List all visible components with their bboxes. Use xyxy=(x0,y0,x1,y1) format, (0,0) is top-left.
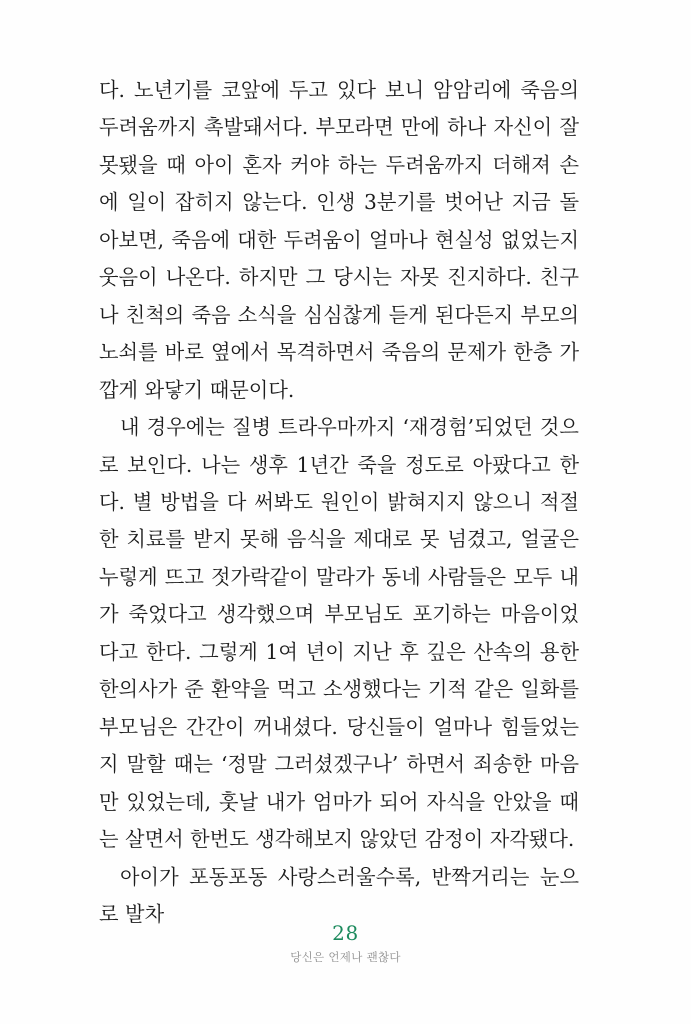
paragraph-last-partial: 아이가 포동포동 사랑스러울수록, 반짝거리는 눈으로 발차 xyxy=(99,864,579,926)
paragraph-illness-trauma: 내 경우에는 질병 트라우마까지 ‘재경험’되었던 것으로 보인다. 나는 생후 1년간 죽을 정도로 아팠다고 한다. 별 방법을 다 써봐도 원인이 밝혀지지 않으니 적절한 치료를 받지 못해 음식을 제대로 못 넘겼고, 얼굴은 누렇게 뜨고 젓가락같이 말라가 동네 사람들은 모두 내가 죽었다고 생각했으며 부모님도 포기하는 마음이었다고 한다. 그렇게 1여 년이 지난 후 깊은 산속의 용한 한의사가 준 환약을 먹고 소생했다는 기적 같은 일화를 부모님은 간간이 꺼내셨다. 당신들이 얼마나 힘들었는지 말할 때는 ‘정말 그러셨겠구나’ 하면서 죄송한 마음만 있었는데, 훗날 내가 엄마가 되어 자식을 안았을 때는 살면서 한번도 생각해보지 않았던 감정이 자각됐다. xyxy=(99,415,579,852)
page-number: 28 xyxy=(332,921,359,945)
body-text-column xyxy=(99,72,579,933)
running-book-title: 당신은 언제나 괜찮다 xyxy=(290,950,401,964)
page-footer xyxy=(0,920,691,966)
paragraph-continued: 다. 노년기를 코앞에 두고 있다 보니 암암리에 죽음의 두려움까지 촉발돼서다. 부모라면 만에 하나 자신이 잘못됐을 때 아이 혼자 커야 하는 두려움까지 더해져 손에 일이 잡히지 않는다. 인생 3분기를 벗어난 지금 돌아보면, 죽음에 대한 두려움이 얼마나 현실성 없었는지 웃음이 나온다. 하지만 그 당시는 자못 진지하다. 친구나 친척의 죽음 소식을 심심찮게 듣게 된다든지 부모의 노쇠를 바로 옆에서 목격하면서 죽음의 문제가 한층 가깝게 와닿기 때문이다. xyxy=(99,78,579,402)
